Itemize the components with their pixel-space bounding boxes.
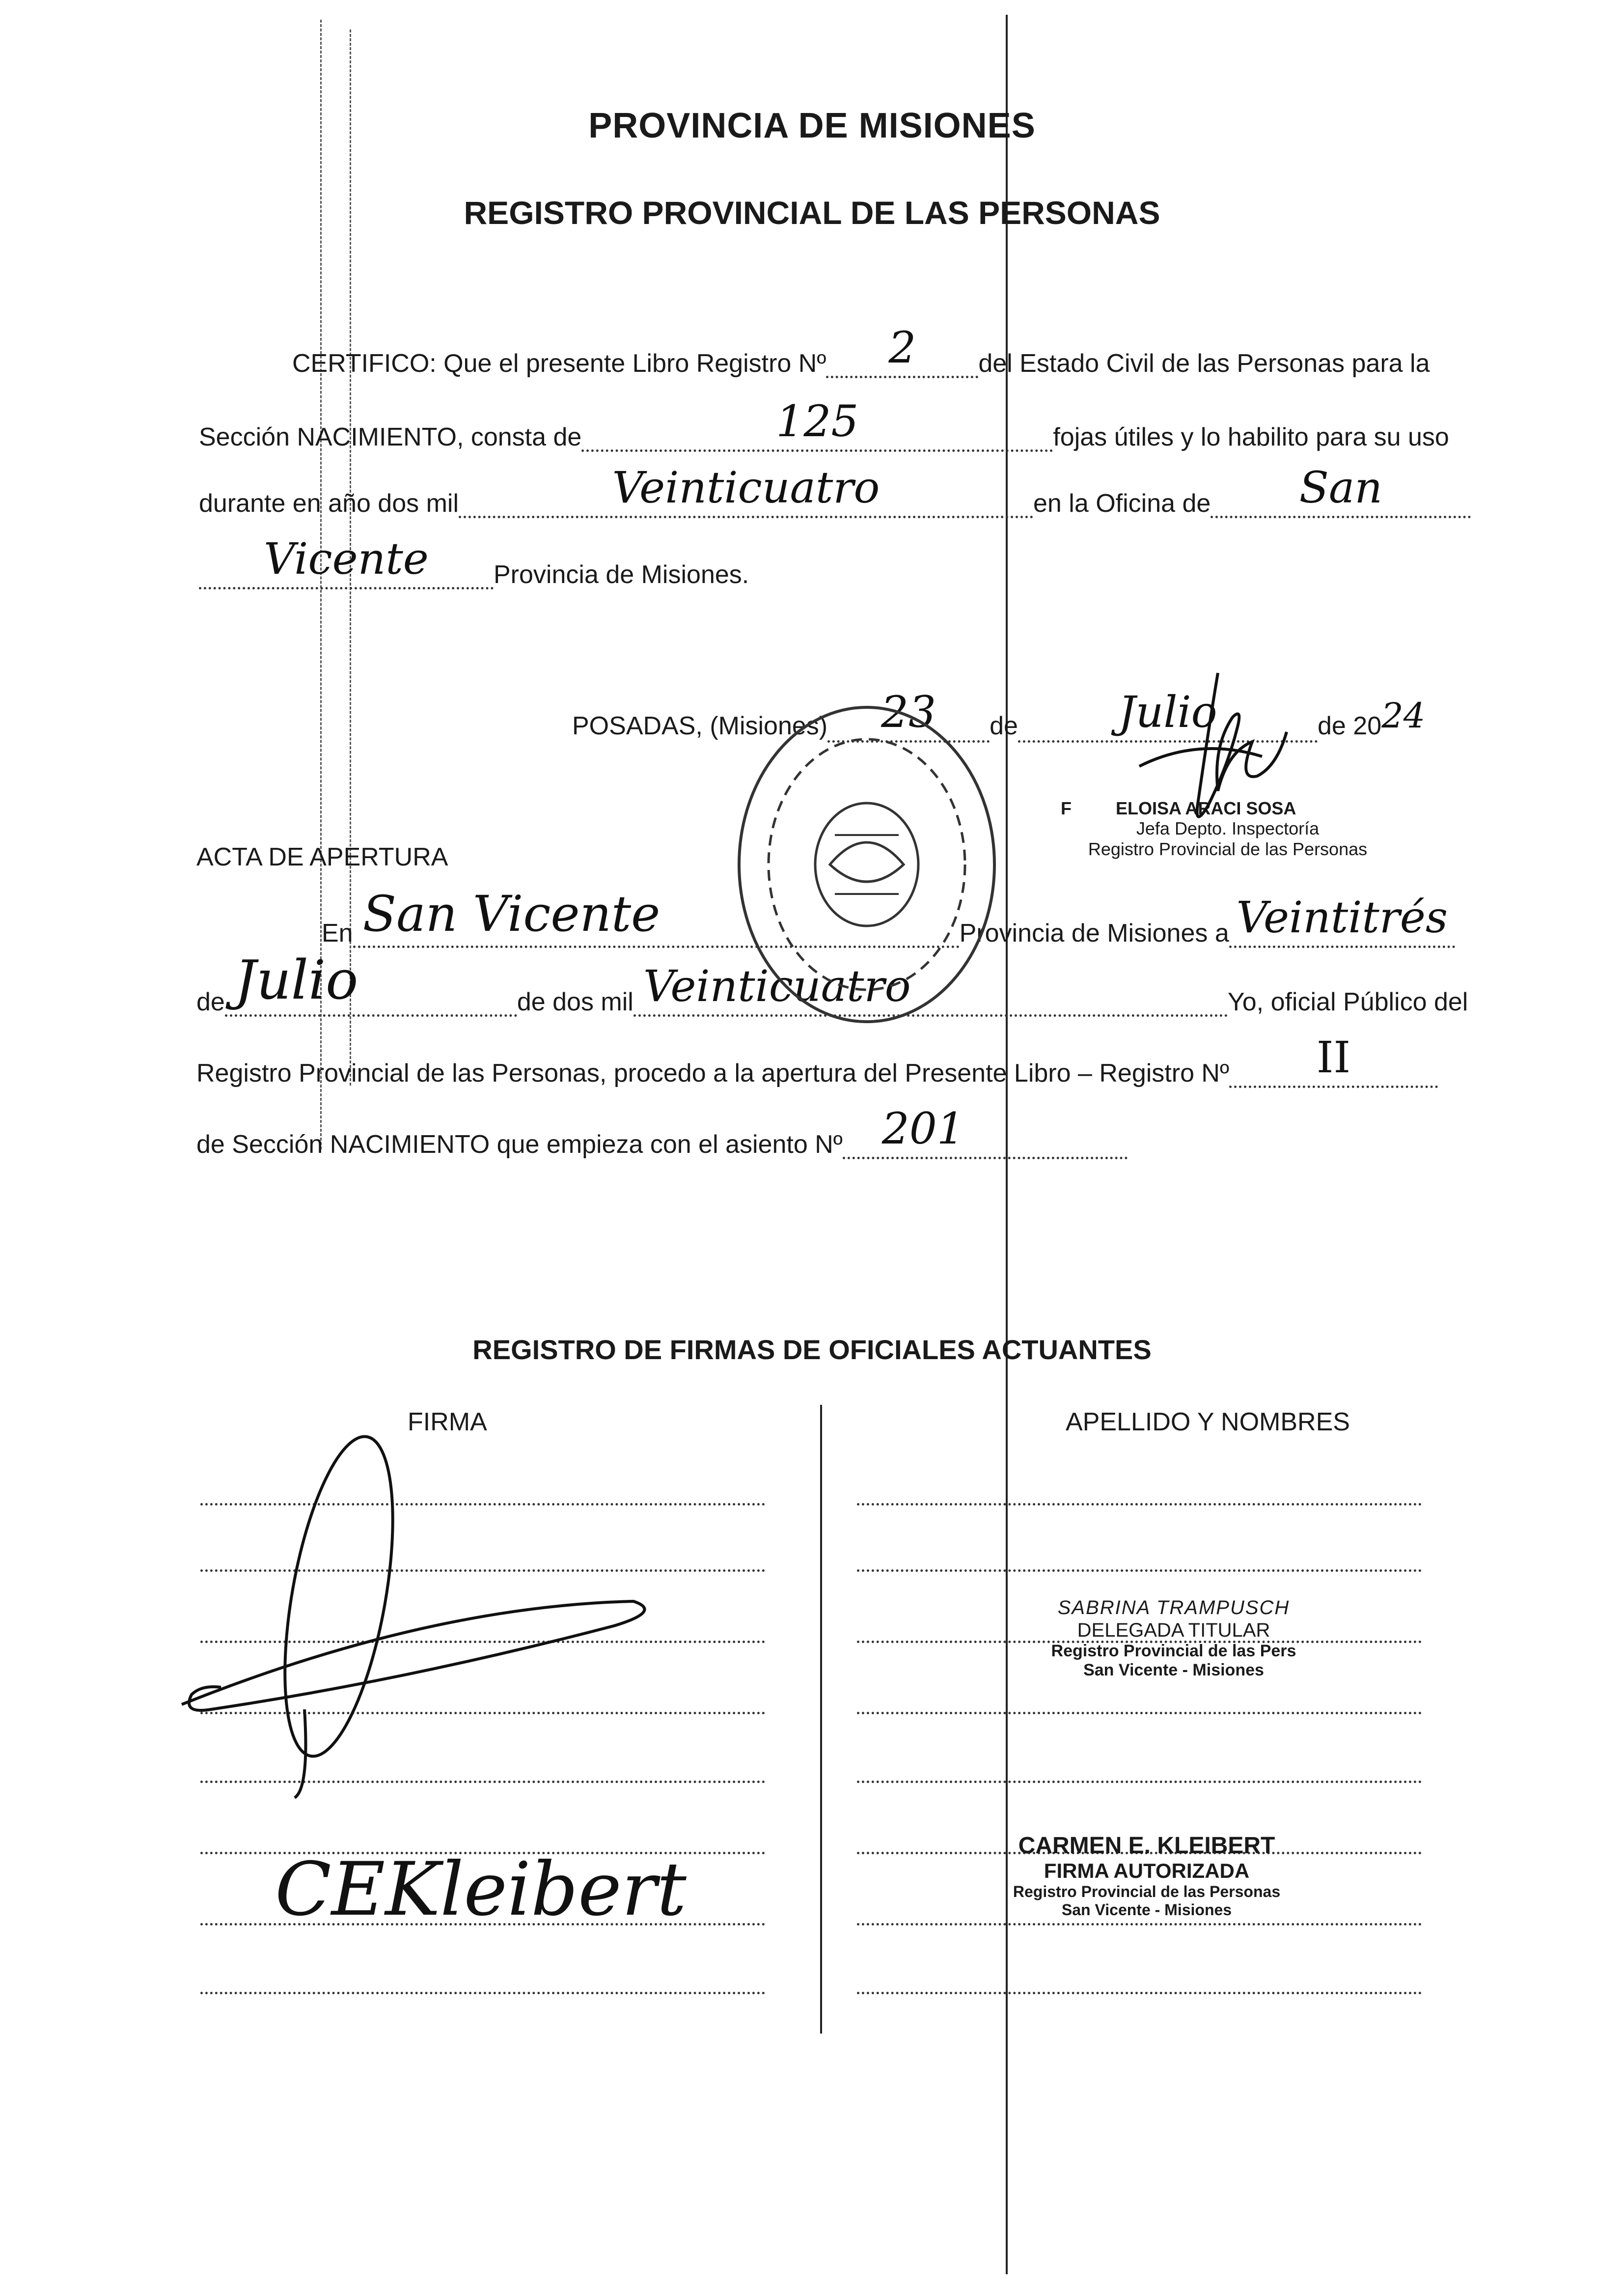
handwritten-acta-day: Veintitrés xyxy=(1236,892,1448,943)
handwritten-office: San xyxy=(1299,462,1383,513)
date-text: de 20 xyxy=(1317,712,1382,740)
handwritten-book-number: 2 xyxy=(888,322,916,373)
certificate-text: CERTIFICO: Que el presente Libro Registro Nº xyxy=(292,349,826,378)
acta-text: de dos mil xyxy=(517,988,633,1016)
date-text: de xyxy=(990,712,1018,740)
acta-heading: ACTA DE APERTURA xyxy=(196,843,448,871)
acta-text: Registro Provincial de las Personas, procedo a la apertura del Presente Libro – Registro Nº xyxy=(196,1059,1229,1088)
handwritten-folio-count: 125 xyxy=(776,396,859,446)
handwritten-acta-month: Julio xyxy=(234,949,358,1011)
handwritten-year-digits: 24 xyxy=(1381,696,1426,736)
stamp-delegate-org: Registro Provincial de las Pers xyxy=(1051,1642,1296,1660)
place-text: POSADAS, (Misiones) xyxy=(572,712,828,740)
acta-text: En xyxy=(322,919,353,948)
acta-text: Yo, oficial Público del xyxy=(1227,988,1468,1016)
certificate-text: Provincia de Misiones. xyxy=(494,560,749,589)
stamp-authorized-place: San Vicente - Misiones xyxy=(1061,1901,1232,1919)
handwritten-city: San Vicente xyxy=(362,885,661,943)
loop-signature-icon xyxy=(182,1429,645,1798)
certificate-text: durante en año dos mil xyxy=(199,489,459,518)
handwritten-register-number: II xyxy=(1316,1032,1351,1083)
page-title: PROVINCIA DE MISIONES xyxy=(588,106,1036,145)
official-signature-icon xyxy=(1139,673,1287,817)
acta-text: Provincia de Misiones a xyxy=(959,919,1229,948)
page-subtitle: REGISTRO PROVINCIAL DE LAS PERSONAS xyxy=(464,195,1160,231)
handwritten-entry-number: 201 xyxy=(881,1103,964,1154)
stamp-delegate-name: SABRINA TRAMPUSCH xyxy=(1057,1597,1290,1618)
stamp-authorized-name: CARMEN E. KLEIBERT xyxy=(1018,1833,1275,1859)
certificate-text: en la Oficina de xyxy=(1033,489,1211,518)
stamp-authorized-role: FIRMA AUTORIZADA xyxy=(1044,1859,1250,1883)
signatures-title: REGISTRO DE FIRMAS DE OFICIALES ACTUANTES xyxy=(472,1334,1152,1365)
stamp-official-name: ELOISA ARACI SOSA xyxy=(1116,798,1296,818)
stamp-prefix: F xyxy=(1061,798,1072,818)
handwritten-acta-year: Veinticuatro xyxy=(643,961,911,1011)
stamp-official-role: Jefa Depto. Inspectoría xyxy=(1136,818,1320,839)
handwritten-month: Julio xyxy=(1118,687,1217,737)
stamp-authorized-org: Registro Provincial de las Personas xyxy=(1013,1883,1281,1901)
handwritten-office-cont: Vicente xyxy=(264,533,429,584)
acta-text: de Sección NACIMIENTO que empieza con el asiento Nº xyxy=(196,1130,843,1159)
column-header-name: APELLIDO Y NOMBRES xyxy=(1066,1408,1350,1436)
stamp-official-org: Registro Provincial de las Personas xyxy=(1088,838,1368,859)
handwritten-year: Veinticuatro xyxy=(612,462,880,513)
stamp-delegate-place: San Vicente - Misiones xyxy=(1083,1661,1264,1680)
certificate-text: Sección NACIMIENTO, consta de xyxy=(199,423,582,451)
column-header-signature: FIRMA xyxy=(408,1408,487,1436)
certificate-text: del Estado Civil de las Personas para la xyxy=(978,349,1430,378)
round-seal-icon xyxy=(739,707,994,1022)
stamp-delegate-role: DELEGADA TITULAR xyxy=(1077,1619,1270,1641)
acta-text: de xyxy=(196,988,225,1016)
handwritten-signature-kleibert: CEKleibert xyxy=(275,1847,687,1932)
certificate-text: fojas útiles y lo habilito para su uso xyxy=(1053,423,1449,451)
handwritten-day: 23 xyxy=(881,687,936,737)
